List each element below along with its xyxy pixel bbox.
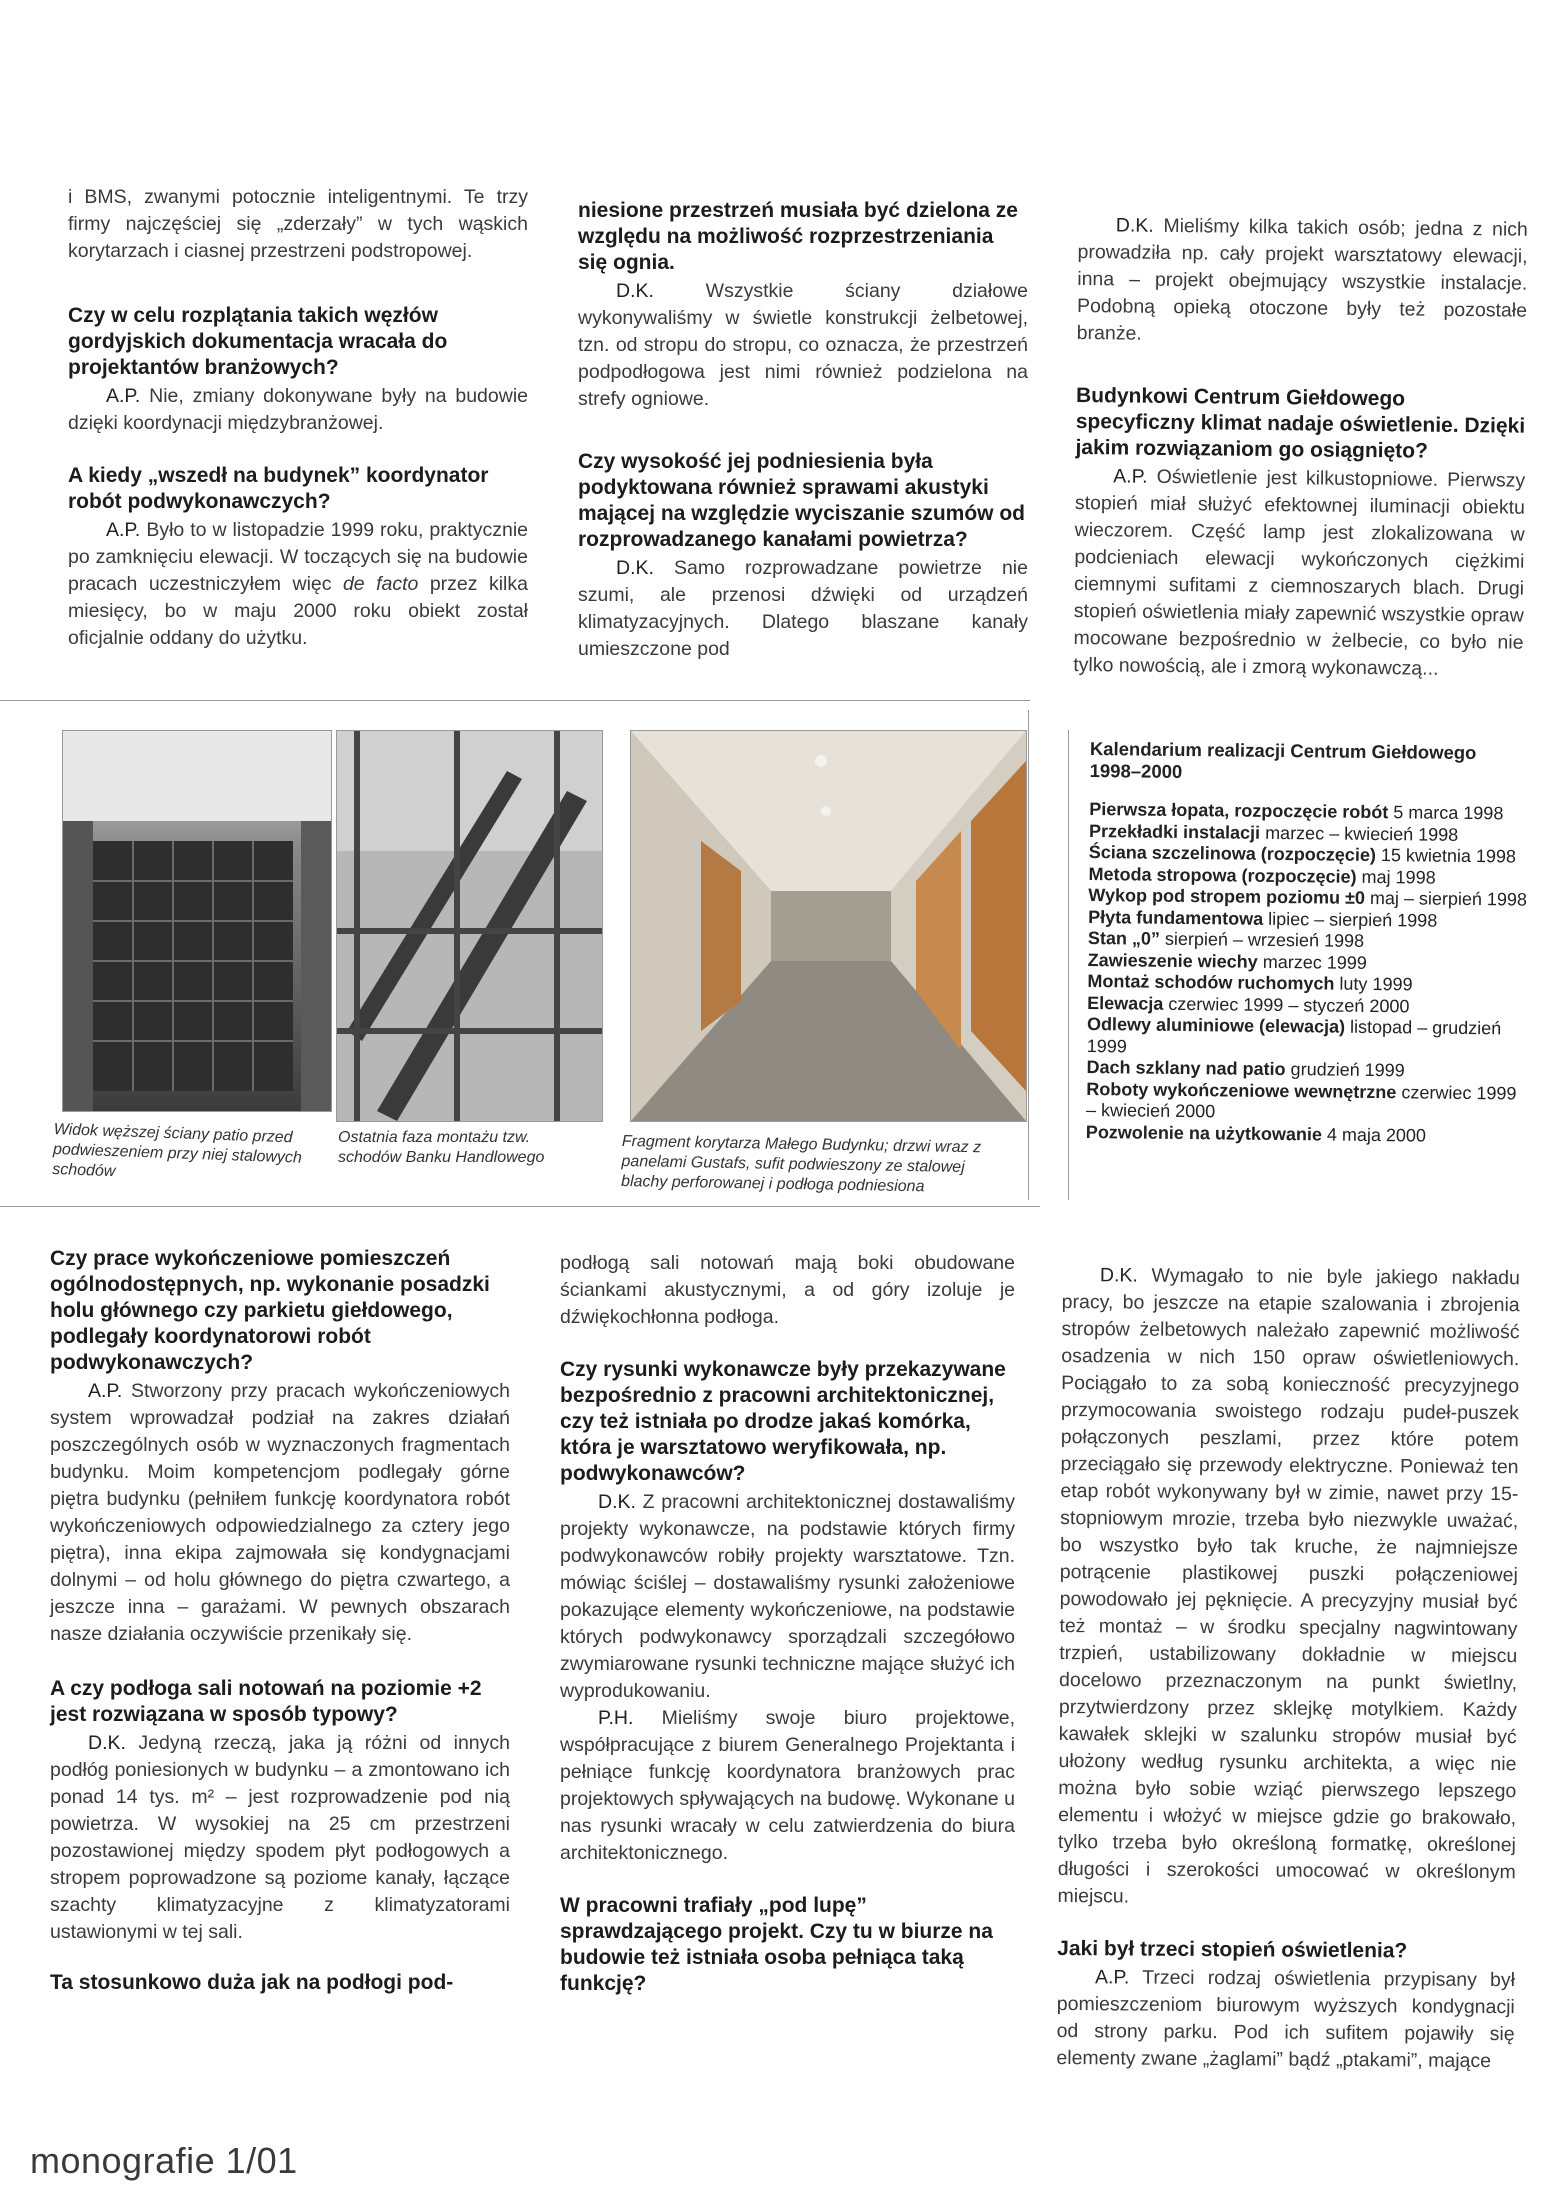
- answer-paragraph: [1057, 1262, 1520, 1913]
- calendar-title: Kalendarium realizacji Centrum Giełdowego 1998–2000: [1089, 738, 1477, 782]
- column-1-bottom: [50, 1246, 510, 1998]
- question-heading: W pracowni trafiały „pod lupę” sprawdzającego projekt. Czy tu w biurze na budowie też istniała osoba pełniąca taką funkcję?: [560, 1894, 993, 1995]
- speaker-initials: A.P.: [106, 385, 141, 407]
- caption-photo-stairs: Ostatnia faza montażu tzw. schodów Banku Handlowego: [338, 1129, 545, 1166]
- photo-corridor: [630, 730, 1027, 1122]
- answer-paragraph: [68, 517, 528, 652]
- calendar-row-label: Przekładki instalacji: [1088, 820, 1261, 843]
- answer-text: Wszystkie ściany działowe wykonywaliśmy w świetle konstrukcji żelbetowej, tzn. od stropu do stropu, co oznacza, że przestrzeń podpodłogowa jest nimi również podzielona na strefy ogniowe.: [578, 280, 1029, 410]
- caption-photo-corridor: Fragment korytarza Małego Budynku; drzwi wraz z panelami Gustafs, sufit podwieszony ze stalowej blachy perforowanej i podłoga podniesiona: [620, 1132, 982, 1196]
- calendar-row-label: Dach szklany nad patio: [1086, 1056, 1286, 1080]
- calendar-rule: [1068, 730, 1069, 1200]
- speaker-initials: A.P.: [1113, 465, 1148, 488]
- question-heading: Czy wysokość jej podniesienia była podyktowana również sprawami akustyki mającej na względzie wyciszanie szumów od rozprowadzanego kanałami powietrza?: [578, 450, 1025, 551]
- calendar-row-date: 5 marca 1998: [1393, 802, 1504, 824]
- answer-text: Trzeci rodzaj oświetlenia przypisany był pomieszczeniom biurowym wyższych kondygnacji od strony parku. Pod ich sufitem pojawiły się elementy zwane „żaglami” bądź „ptakami”, mające: [1056, 1966, 1516, 2073]
- answer-text: Z pracowni architektonicznej dostawaliśmy projekty wykonawcze, na podstawie których firmy podwykonawców robiły projekty warsztatowe. Tzn. mówiąc ściślej – dostawaliśmy rysunki założeniowe pokazujące elementy wykończeniowe, na podstawie których podwykonawcy sporządzali szczegółowo zwymiarowane rysunki techniczne mające służyć ich wyprodukowaniu.: [560, 1491, 1016, 1702]
- calendar-row-date: czerwiec 1999 – kwiecień 2000: [1085, 1081, 1517, 1122]
- calendar-row-date: 4 maja 2000: [1326, 1124, 1427, 1146]
- photo-corridor-image: [631, 731, 1026, 1121]
- answer-text: Oświetlenie jest kilkustopniowe. Pierwszy stopień miał służyć efektownej iluminacji obiektu wieczorem. Część lamp jest zlokalizowana w podcieniach elewacji wykończonych ciężkimi ciemnymi sufitami z ciemnoszarych blach. Drugi stopień oświetlenia miały zapewnić wszystkie opraw mocowane bezpośrednio w żelbecie, co było nie tylko nowością, ale i zmorą wykonawczą...: [1073, 465, 1526, 680]
- answer-paragraph: [1056, 1964, 1515, 2075]
- calendar-row-date: czerwiec 1999 – styczeń 2000: [1168, 993, 1410, 1016]
- column-1-top: [68, 184, 528, 652]
- calendar-row-date: luty 1999: [1339, 973, 1413, 995]
- calendar-rows: [1086, 799, 1530, 1148]
- question-heading: Jaki był trzeci stopień oświetlenia?: [1057, 1936, 1408, 1963]
- answer-paragraph: [578, 555, 1028, 663]
- magazine-footer: monografie 1/01: [30, 2140, 298, 2181]
- calendar-row-label: Odlewy aluminiowe (elewacja): [1086, 1013, 1346, 1037]
- column-3-bottom: [1056, 1262, 1520, 2075]
- speaker-initials: A.P.: [1094, 1966, 1130, 1989]
- answer-text: Samo rozprowadzane powietrze nie szumi, ale przenosi dźwięki od urządzeń klimatyzacyjnych. Dlatego blaszane kanały umieszczone pod: [578, 557, 1028, 660]
- speaker-initials: A.P.: [88, 1380, 123, 1402]
- speaker-initials: D.K.: [598, 1491, 636, 1513]
- calendar-row-date: marzec – kwiecień 1998: [1265, 822, 1459, 845]
- calendar-row-label: Ściana szczelinowa (rozpoczęcie): [1088, 841, 1377, 865]
- calendar-row-date: lipiec – sierpień 1998: [1268, 908, 1438, 931]
- calendar-row-label: Pozwolenie na użytkowanie: [1085, 1121, 1323, 1144]
- calendar-row-label: Płyta fundamentowa: [1088, 906, 1264, 929]
- column-2-top: [578, 198, 1028, 663]
- calendar-row-label: Metoda stropowa (rozpoczęcie): [1088, 863, 1357, 887]
- photo-stairs-steel-image: [337, 731, 602, 1121]
- calendar-row: [1086, 1078, 1526, 1126]
- photo-patio-wall-image: [63, 731, 331, 1111]
- calendar-box: [1086, 738, 1530, 1148]
- calendar-row-date: grudzień 1999: [1290, 1059, 1405, 1081]
- question-heading: niesione przestrzeń musiała być dzielona ze względu na możliwość rozprzestrzeniania się ognia.: [578, 199, 1018, 274]
- answer-text: Było to w listopadzie 1999 roku, praktycznie po zamknięciu elewacji. W toczących się na budowie pracach uczestniczyłem więc: [68, 519, 528, 595]
- section-rule-top: [0, 700, 1030, 701]
- speaker-initials: A.P.: [106, 519, 141, 541]
- section-rule-bottom: [0, 1206, 1040, 1207]
- answer-paragraph: [68, 383, 528, 437]
- calendar-row-date: listopad – grudzień 1999: [1086, 1016, 1502, 1056]
- calendar-row-label: Montaż schodów ruchomych: [1087, 970, 1335, 994]
- answer-paragraph: [578, 278, 1028, 413]
- calendar-row-label: Zawieszenie wiechy: [1087, 949, 1258, 972]
- calendar-row-label: Elewacja: [1087, 992, 1164, 1014]
- answer-text: Nie, zmiany dokonywane były na budowie dzięki koordynacji międzybranżowej.: [68, 385, 528, 434]
- calendar-row-date: maj 1998: [1361, 866, 1436, 888]
- question-heading: Ta stosunkowo duża jak na podłogi pod-: [50, 1971, 454, 1994]
- calendar-row-date: marzec 1999: [1262, 951, 1367, 973]
- answer-paragraph: [560, 1489, 1015, 1705]
- question-heading: A czy podłoga sali notowań na poziomie +2 jest rozwiązana w sposób typowy?: [50, 1677, 482, 1726]
- speaker-initials: D.K.: [88, 1732, 126, 1754]
- caption-photo-patio: Widok węższej ściany patio przed podwieszeniem przy niej stalowych schodów: [51, 1120, 303, 1181]
- speaker-initials: D.K.: [616, 557, 654, 579]
- speaker-initials: P.H.: [598, 1707, 634, 1729]
- calendar-row: [1087, 1014, 1527, 1062]
- calendar-row-date: maj – sierpień 1998: [1369, 887, 1528, 910]
- answer-text: Wymagało to nie byle jakiego nakładu pracy, bo jeszcze na etapie szalowania i zbrojenia stropów żelbetowych należało zapewnić możliwość osadzenia w nich 150 opraw oświetleniowych. Pociągało to za sobą konieczność precyzyjnego przymocowania swoistego rodzaju pudeł-puszek połączonych peszlami, przez które potem przeciągało się przewody elektryczne. Ponieważ ten etap robót wykonywany był w zimie, nawet przy 15-stopniowym mrozie, trzeba było niezwykle uważać, bo wszystko było tak kruche, że najmniejsze potrącenie plastikowej puszki połączeniowej powodowało jej pęknięcie. A precyzyjny musiał być też montaż – w środku specjalny nagwintowany trzpień, ustabilizowany dokładnie w miejscu docelowo przeznaczonym na punkt świetlny, przytwierdzony przez sklejkę motylkiem. Każdy kawałek sklejki w szalunku stropów musiał być ułożony według rysunku architekta, a więc nie można było sobie wziąć pierwszego lepszego elementu i włożyć w miejsce gdzie go brakowało, tylko trzeba było określoną formatkę, określonej długości i szerokości umocować w określonym miejscu.: [1057, 1264, 1520, 1908]
- answer-text: Jedyną rzeczą, jaka ją różni od innych podłóg poniesionych w budynku – a zmontowano ich ponad 14 tys. m² – jest rozprowadzenie pod nią powietrza. W wysokiej na 25 cm przestrzeni pozostawionej między spodem płyt podłogowych a stropem poprowadzone są poziome kanały, łączące szachty klimatyzacyjne z klimatyzatorami ustawionymi w tej sali.: [50, 1732, 510, 1943]
- question-heading: Budynkowi Centrum Giełdowego specyficzny klimat nadaje oświetlenie. Dzięki jakim rozwiązaniom go osiągnięto?: [1075, 383, 1526, 463]
- speaker-initials: D.K.: [1099, 1264, 1138, 1287]
- answer-paragraph: [50, 1378, 510, 1648]
- calendar-row-label: Wykop pod stropem poziomu ±0: [1088, 884, 1366, 908]
- italic-phrase: de facto: [342, 573, 419, 595]
- calendar-row-date: 15 kwietnia 1998: [1380, 845, 1517, 867]
- paragraph: i BMS, zwanymi potocznie inteligentnymi. Te trzy firmy najczęściej się „zderzały” w tych wąskich korytarzach i ciasnej przestrzeni podstropowej.: [68, 186, 528, 262]
- speaker-initials: D.K.: [616, 280, 654, 302]
- question-heading: A kiedy „wszedł na budynek” koordynator robót podwykonawczych?: [68, 464, 489, 513]
- answer-paragraph: [560, 1705, 1015, 1867]
- answer-text: Mieliśmy swoje biuro projektowe, współpracujące z biurem Generalnego Projektanta i pełniące funkcję koordynatora branżowych prac projektowych spływających na budowę. Wykonane u nas rysunki wracały w celu zatwierdzenia do biura architektonicznego.: [560, 1707, 1015, 1864]
- photo-stairs-steel: [336, 730, 603, 1122]
- paragraph: podłogą sali notowań mają boki obudowane ściankami akustycznymi, a od góry izoluje je dźwiękochłonna podłoga.: [560, 1252, 1015, 1328]
- answer-paragraph: [50, 1730, 510, 1946]
- answer-paragraph: [1077, 212, 1528, 352]
- column-3-top: [1073, 212, 1528, 684]
- calendar-row-label: Roboty wykończeniowe wewnętrzne: [1086, 1078, 1397, 1102]
- calendar-row-date: sierpień – wrzesień 1998: [1164, 928, 1365, 951]
- answer-text: Stworzony przy pracach wykończeniowych system wprowadzał podział na zakres działań poszczególnych osób w wyznaczonych fragmentach budynku. Moim kompetencjom podlegały górne piętra budynku (pełniłem funkcję koordynatora robót wykończeniowych odpowiedzialnego za cztery jego piętra), inna ekipa zajmowała się kondygnacjami dolnymi – od holu głównego do piętra czwartego, a jeszcze inna – garażami. W pewnych obszarach nasze działania oczywiście przenikały się.: [50, 1380, 510, 1645]
- answer-text: Mieliśmy kilka takich osób; jedna z nich prowadziła np. cały projekt warsztatowy elewacji, inna – projekt obejmujący wszystkie instalacje. Podobną opieką otoczone były też pozostałe branże.: [1076, 214, 1528, 345]
- answer-text: przez kilka miesięcy, bo w maju 2000 roku obiekt został oficjalnie oddany do użytku.: [68, 573, 528, 649]
- photo-band-rule: [1028, 710, 1029, 1200]
- question-heading: Czy rysunki wykonawcze były przekazywane bezpośrednio z pracowni architektonicznej, czy też istniała po drodze jakaś komórka, która je warsztatowo weryfikowała, np. podwykonawców?: [560, 1358, 1006, 1485]
- answer-paragraph: [1073, 463, 1525, 684]
- calendar-row-label: Pierwsza łopata, rozpoczęcie robót: [1089, 798, 1389, 823]
- speaker-initials: D.K.: [1115, 214, 1154, 237]
- calendar-row: [1086, 1121, 1526, 1147]
- question-heading: Czy w celu rozplątania takich węzłów gordyjskich dokumentacja wracała do projektantów branżowych?: [68, 304, 448, 379]
- calendar-row-label: Stan „0”: [1087, 927, 1161, 949]
- photo-patio-wall: [62, 730, 332, 1112]
- column-2-bottom: [560, 1250, 1015, 1999]
- question-heading: Czy prace wykończeniowe pomieszczeń ogólnodostępnych, np. wykonanie posadzki holu głównego czy parkietu giełdowego, podlegały koordynatorowi robót podwykonawczych?: [50, 1247, 490, 1374]
